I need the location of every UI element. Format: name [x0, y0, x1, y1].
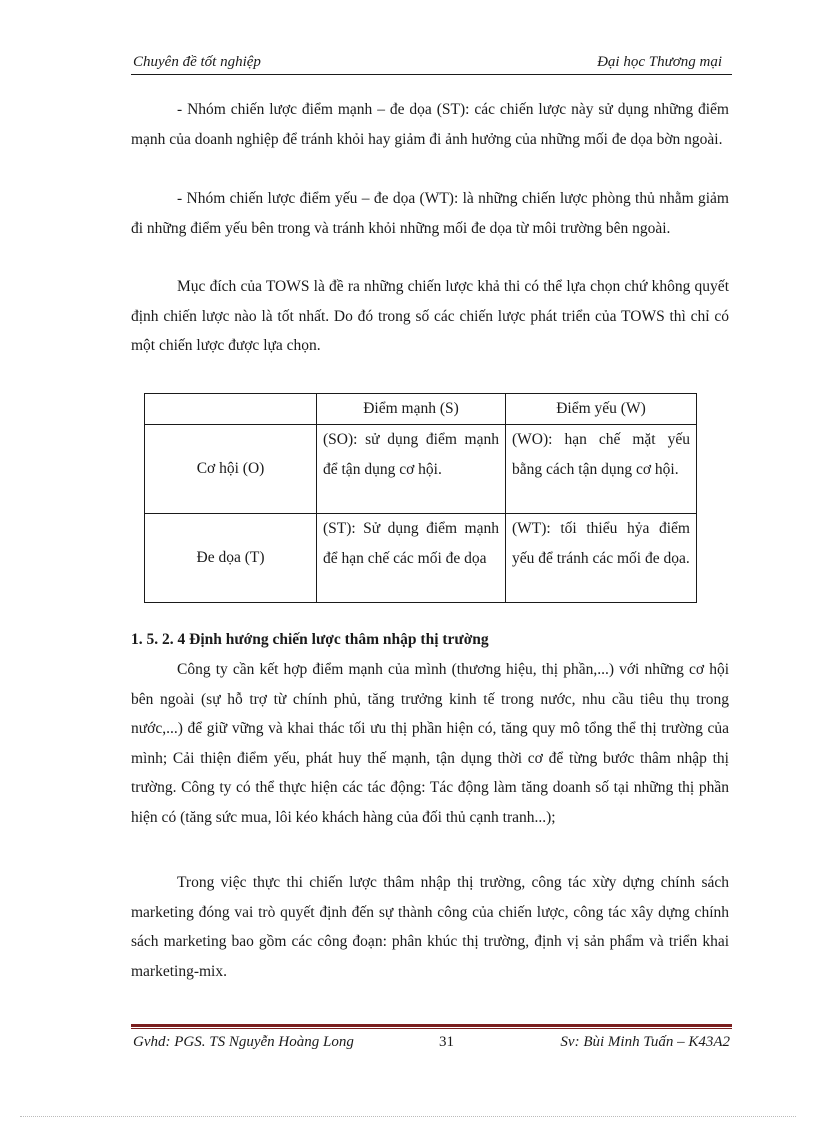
- footer-divider-thick: [131, 1024, 732, 1027]
- paragraph-st: - Nhóm chiến lược điểm mạnh – đe dọa (ST): các chiến lược này sử dụng những điểm mạnh của doanh nghiệp để tránh khỏi hay giảm đi ảnh hưởng của những mối đe dọa bờn ngoài.: [131, 101, 729, 148]
- cell-so: (SO): sử dụng điểm mạnh để tận dụng cơ hội.: [317, 425, 506, 514]
- cell-st: (ST): Sử dụng điểm mạnh để hạn chế các mối đe dọa: [317, 514, 506, 603]
- tows-matrix-table: [144, 393, 697, 603]
- table-header-weaknesses: Điểm yếu (W): [506, 394, 697, 425]
- section-heading: 1. 5. 2. 4 Định hướng chiến lược thâm nhập thị trường: [131, 631, 489, 648]
- header-divider: [131, 74, 732, 75]
- table-row: [145, 514, 697, 603]
- header-title-right: Đại học Thương mại: [597, 54, 722, 70]
- page-bottom-border: [20, 1116, 796, 1117]
- page-footer: [131, 1034, 732, 1056]
- paragraph-wt: - Nhóm chiến lược điểm yếu – đe dọa (WT): là những chiến lược phòng thủ nhằm giảm đi những điểm yếu bên trong và tránh khỏi những mối đe dọa từ môi trường bên ngoài.: [131, 190, 729, 237]
- table-header-row: [145, 394, 697, 425]
- table-header-strengths: Điểm mạnh (S): [317, 394, 506, 425]
- footer-divider-thin: [131, 1028, 732, 1029]
- footer-student: Sv: Bùi Minh Tuấn – K43A2: [560, 1034, 730, 1050]
- table-header-empty: [145, 394, 317, 425]
- paragraph-tows-purpose: Mục đích của TOWS là đề ra những chiến lược khả thi có thể lựa chọn chứ không quyết định chiến lược nào là tốt nhất. Do đó trong số các chiến lược phát triển của TOWS thì chỉ có một chiến lược được lựa chọn.: [131, 278, 729, 354]
- page-header: [131, 52, 732, 74]
- cell-wt: (WT): tối thiểu hỷa điểm yếu để tránh các mối đe dọa.: [506, 514, 697, 603]
- page-number: 31: [439, 1034, 454, 1050]
- table-row: [145, 425, 697, 514]
- paragraph-marketing: Trong việc thực thi chiến lược thâm nhập thị trường, công tác xừy dựng chính sách marketing đóng vai trò quyết định đến sự thành công của chiến lược, công tác xây dựng chính sách marketing bao gồm các công đoạn: phân khúc thị trường, định vị sản phẩm và triển khai marketing-mix.: [131, 874, 729, 980]
- header-title-left: Chuyên đề tốt nghiệp: [133, 54, 261, 70]
- row-label-threats: Đe dọa (T): [145, 514, 317, 603]
- footer-supervisor: Gvhd: PGS. TS Nguyễn Hoàng Long: [133, 1034, 354, 1050]
- row-label-opportunities: Cơ hội (O): [145, 425, 317, 514]
- cell-wo: (WO): hạn chế mặt yếu bằng cách tận dụng cơ hội.: [506, 425, 697, 514]
- paragraph-strategy: Công ty cần kết hợp điểm mạnh của mình (thương hiệu, thị phần,...) với những cơ hội bên ngoài (sự hỗ trợ từ chính phủ, tăng trưởng kinh tế trong nước, nhu cầu tiêu thụ trong nước,...) để giữ vững và khai thác tối ưu thị phần hiện có, tăng quy mô tổng thể thị trường của mình; Cải thiện điểm yếu, phát huy thế mạnh, tận dụng thời cơ để từng bước thâm nhập thị trường. Công ty có thể thực hiện các tác động: Tác động làm tăng doanh số tại những thị phần hiện có (tăng sức mua, lôi kéo khách hàng của đối thủ cạnh tranh...);: [131, 661, 729, 826]
